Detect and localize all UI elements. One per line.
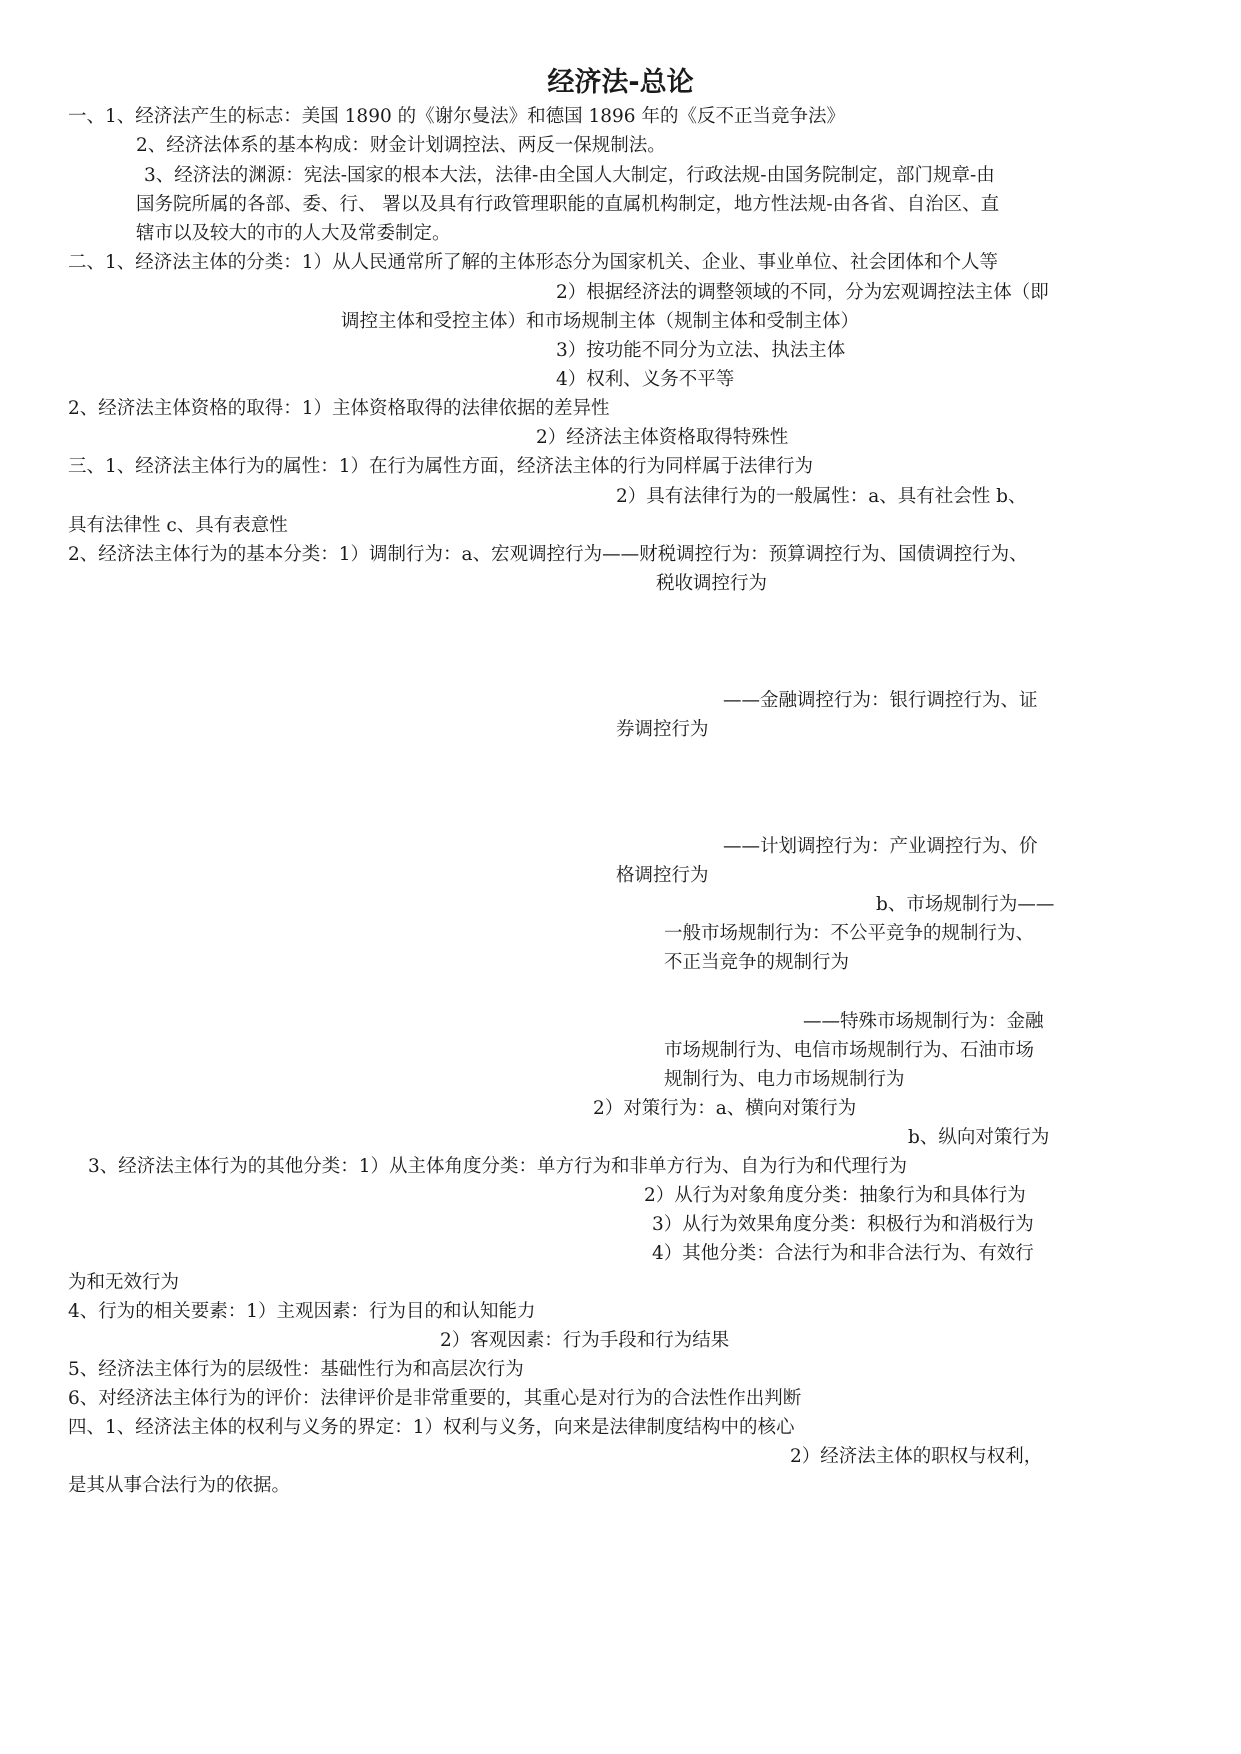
text-line: 5、经济法主体行为的层级性：基础性行为和高层次行为	[68, 1359, 524, 1380]
text-line: 3）从行为效果角度分类：积极行为和消极行为	[652, 1214, 1034, 1235]
text-line: 2、经济法主体行为的基本分类：1）调制行为：a、宏观调控行为——财税调控行为：预算调控行为、国债调控行为、	[68, 544, 1028, 565]
text-line: 三、1、经济法主体行为的属性：1）在行为属性方面，经济法主体的行为同样属于法律行为	[68, 456, 814, 477]
text-line: 二、1、经济法主体的分类：1）从人民通常所了解的主体形态分为国家机关、企业、事业单位、社会团体和个人等	[68, 252, 999, 273]
text-line: 4）权利、义务不平等	[556, 369, 735, 390]
text-line: 税收调控行为	[656, 573, 768, 594]
text-line: 调控主体和受控主体）和市场规制主体（规制主体和受制主体）	[341, 311, 860, 332]
text-line: 为和无效行为	[68, 1272, 180, 1293]
text-line: 一般市场规制行为：不公平竞争的规制行为、	[664, 923, 1035, 944]
text-line: 一、1、经济法产生的标志：美国 1890 的《谢尔曼法》和德国 1896 年的《反不正当竞争法》	[68, 106, 845, 127]
text-line: 不正当竞争的规制行为	[664, 952, 850, 973]
text-line: 3、经济法的渊源：宪法-国家的根本大法，法律-由全国人大制定，行政法规-由国务院制定，部门规章-由	[144, 165, 995, 186]
text-line: 辖市以及较大的市的人大及常委制定。	[136, 223, 451, 244]
text-line: ——金融调控行为：银行调控行为、证	[723, 690, 1038, 711]
text-line: 规制行为、电力市场规制行为	[664, 1069, 905, 1090]
text-line: 2、经济法体系的基本构成：财金计划调控法、两反一保规制法。	[136, 135, 666, 156]
text-line: 具有法律性 c、具有表意性	[68, 515, 288, 536]
text-line: 3、经济法主体行为的其他分类：1）从主体角度分类：单方行为和非单方行为、自为行为和代理行为	[88, 1156, 908, 1177]
text-line: 2）具有法律行为的一般属性：a、具有社会性 b、	[616, 486, 1027, 507]
text-line: 4、行为的相关要素：1）主观因素：行为目的和认知能力	[68, 1301, 536, 1322]
text-line: 2）根据经济法的调整领域的不同，分为宏观调控法主体（即	[556, 282, 1049, 303]
document-title: 经济法-总论	[547, 67, 694, 98]
text-line: b、市场规制行为——	[876, 894, 1055, 915]
text-line: b、纵向对策行为	[908, 1127, 1050, 1148]
text-line: 4）其他分类：合法行为和非合法行为、有效行	[652, 1243, 1034, 1264]
text-line: 3）按功能不同分为立法、执法主体	[556, 340, 846, 361]
text-line: 2）从行为对象角度分类：抽象行为和具体行为	[644, 1185, 1026, 1206]
text-line: 6、对经济法主体行为的评价：法律评价是非常重要的，其重心是对行为的合法性作出判断	[68, 1388, 802, 1409]
text-line: 市场规制行为、电信市场规制行为、石油市场	[664, 1040, 1035, 1061]
text-line: 2、经济法主体资格的取得：1）主体资格取得的法律依据的差异性	[68, 398, 610, 419]
text-line: 2）对策行为：a、横向对策行为	[593, 1098, 857, 1119]
text-line: 2）经济法主体的职权与权利，	[790, 1446, 1043, 1467]
text-line: 国务院所属的各部、委、行、 署以及具有行政管理职能的直属机构制定，地方性法规-由各省、自治区、直	[136, 194, 1000, 215]
text-line: 是其从事合法行为的依据。	[68, 1475, 291, 1496]
text-line: 2）客观因素：行为手段和行为结果	[440, 1330, 730, 1351]
text-line: ——特殊市场规制行为：金融	[803, 1011, 1044, 1032]
text-line: 券调控行为	[616, 719, 709, 740]
text-line: 格调控行为	[616, 865, 709, 886]
text-line: ——计划调控行为：产业调控行为、价	[723, 836, 1038, 857]
text-line: 四、1、经济法主体的权利与义务的界定：1）权利与义务，向来是法律制度结构中的核心	[68, 1417, 795, 1438]
text-line: 2）经济法主体资格取得特殊性	[536, 427, 789, 448]
